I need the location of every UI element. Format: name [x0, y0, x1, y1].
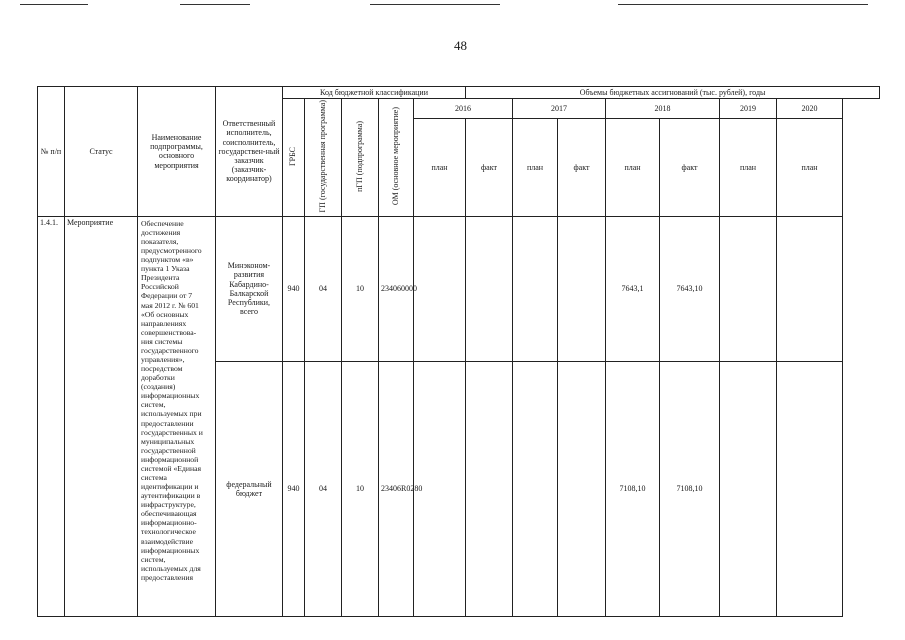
header-fact-2017: факт [558, 118, 606, 216]
executor-cell: Минэконом-развития Кабардино-Балкарской Республики, всего [216, 216, 283, 361]
header-plan-2019: план [720, 118, 777, 216]
top-rule-left [20, 4, 88, 5]
plan-2020-cell [777, 361, 843, 616]
header-pgp: пГП (подпрограмма) [342, 99, 379, 217]
plan-2019-cell [720, 216, 777, 361]
row-num: 1.4.1. [38, 216, 65, 616]
om-cell: 23406R0280 [379, 361, 414, 616]
header-year-2018: 2018 [606, 99, 720, 118]
fact-2017-cell [558, 216, 606, 361]
om-cell: 234060000 [379, 216, 414, 361]
header-grbs: ГРБС [283, 99, 305, 217]
plan-2018-cell: 7643,1 [606, 216, 660, 361]
gp-cell: 04 [305, 216, 342, 361]
top-rule-mid-1 [180, 4, 250, 5]
top-rule-mid-2 [370, 4, 500, 5]
fact-2018-cell: 7108,10 [660, 361, 720, 616]
budget-table [37, 86, 880, 617]
fact-2018-cell: 7643,10 [660, 216, 720, 361]
header-year-2019: 2019 [720, 99, 777, 118]
header-gp: ГП (государственная программа) [305, 99, 342, 217]
row-name: Обеспечение достижения показателя, предусмотренного подпунктом «в» пункта 1 Указа Президента Российской Федерации от 7 мая 2012 г. № 601 «Об основных направлениях совершенствова- ния системы государственного управления», посредством доработки (создания) информационных систем, используемых при предоставлении государственных и муниципальных государственной информационной системой «Единая система идентификации и аутентификации в инфраструктуре, обеспечивающая информационно- технологическое взаимодействие информационных систем, используемых для предоставления [138, 216, 216, 616]
fact-2017-cell [558, 361, 606, 616]
plan-2019-cell [720, 361, 777, 616]
fact-2016-cell [466, 361, 513, 616]
pgp-cell: 10 [342, 216, 379, 361]
header-num: № п/п [38, 87, 65, 217]
plan-2017-cell [513, 361, 558, 616]
header-fact-2018: факт [660, 118, 720, 216]
header-year-2020: 2020 [777, 99, 843, 118]
header-plan-2018: план [606, 118, 660, 216]
header-plan-2016: план [414, 118, 466, 216]
header-year-2016: 2016 [414, 99, 513, 118]
header-plan-2017: план [513, 118, 558, 216]
header-executor: Ответственный исполнитель, соисполнитель, государствен-ный заказчик (заказчик-координатор) [216, 87, 283, 217]
executor-cell: федеральный бюджет [216, 361, 283, 616]
table-row [38, 216, 880, 361]
plan-2017-cell [513, 216, 558, 361]
row-status: Мероприятие [65, 216, 138, 616]
grbs-cell: 940 [283, 361, 305, 616]
header-status: Статус [65, 87, 138, 217]
header-year-2017: 2017 [513, 99, 606, 118]
header-volumes: Объемы бюджетных ассигнований (тыс. рублей), годы [466, 87, 880, 99]
gp-cell: 04 [305, 361, 342, 616]
grbs-cell: 940 [283, 216, 305, 361]
header-fact-2016: факт [466, 118, 513, 216]
header-name: Наименование подпрограммы, основного мероприятия [138, 87, 216, 217]
header-plan-2020: план [777, 118, 843, 216]
plan-2016-cell [414, 216, 466, 361]
top-rule-right [618, 4, 868, 5]
header-om: ОМ (основное мероприятие) [379, 99, 414, 217]
header-budget-code: Код бюджетной классификации [283, 87, 466, 99]
page-number: 48 [454, 38, 467, 53]
plan-2020-cell [777, 216, 843, 361]
fact-2016-cell [466, 216, 513, 361]
plan-2018-cell: 7108,10 [606, 361, 660, 616]
pgp-cell: 10 [342, 361, 379, 616]
